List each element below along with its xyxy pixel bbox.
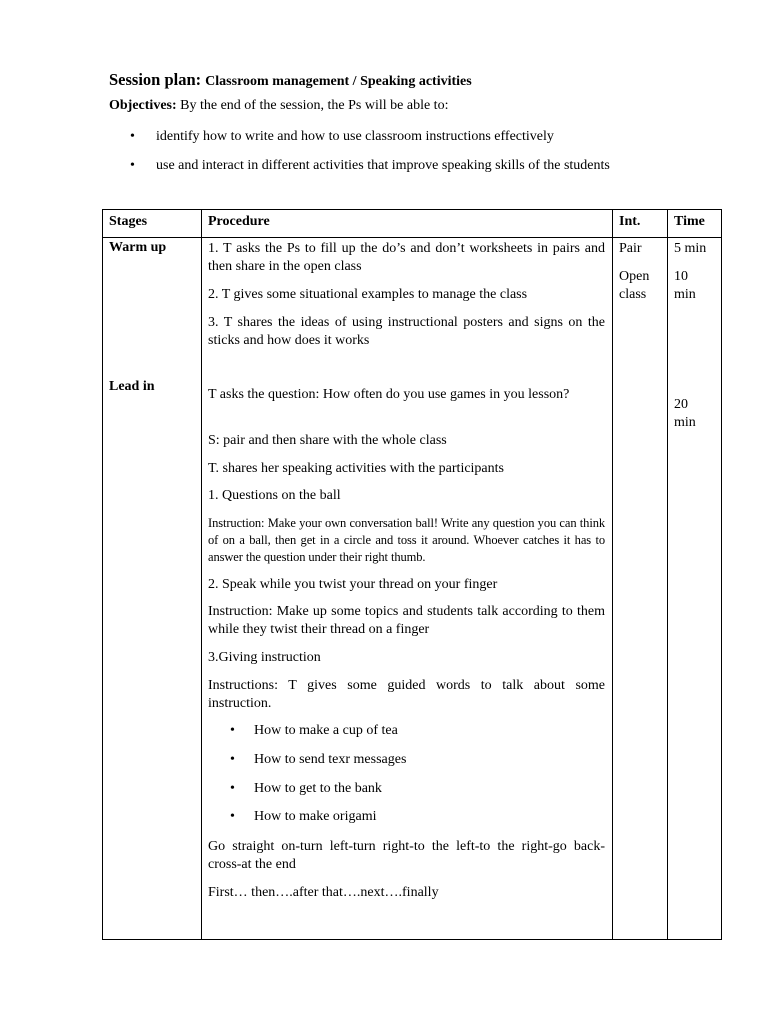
objectives-label: Objectives: xyxy=(109,98,177,113)
bullet-icon: • xyxy=(230,752,235,767)
objectives-line xyxy=(109,98,448,114)
stage-warm-up: Warm up xyxy=(109,240,167,255)
interaction-open: Open xyxy=(619,269,650,284)
stages-cell xyxy=(103,238,202,940)
stage-lead-in: Lead in xyxy=(109,379,155,394)
activity-instruction: Instruction: Make up some topics and students talk according to them while they twist their thread on a finger xyxy=(208,604,605,637)
interaction-class: class xyxy=(619,287,647,302)
sequence-words: First… then….after that….next….finally xyxy=(208,885,439,900)
procedure-step: T asks the question: How often do you use games in you lesson? xyxy=(208,387,570,402)
procedure-step: 2. T gives some situational examples to manage the class xyxy=(208,287,528,302)
session-plan-table xyxy=(102,209,722,940)
procedure-step: S: pair and then share with the whole class xyxy=(208,433,447,448)
time-cell xyxy=(668,238,722,940)
bullet-icon: • xyxy=(230,723,235,738)
bullet-icon: • xyxy=(130,158,135,173)
activity-instruction: Instruction: Make your own conversation ball! Write any question you can think of on a ball, then get in a circle and toss it around. Whoever catches it has to answer the question under their right thumb. xyxy=(208,516,605,564)
bullet-icon: • xyxy=(130,129,135,144)
table-row xyxy=(103,238,722,940)
activity-title: 2. Speak while you twist your thread on your finger xyxy=(208,577,498,592)
session-topic: Classroom management / Speaking activities xyxy=(205,74,472,89)
session-plan-label: Session plan: xyxy=(109,70,202,89)
time-unit: min xyxy=(674,287,696,302)
header-procedure: Procedure xyxy=(202,210,613,238)
activity-instruction: Instructions: T gives some guided words to talk about some instruction. xyxy=(208,678,605,711)
interaction-pair: Pair xyxy=(619,241,642,256)
time-value: 5 min xyxy=(674,241,707,256)
procedure-step: 3. T shares the ideas of using instructional posters and signs on the sticks and how does it works xyxy=(208,315,605,348)
objectives-text: By the end of the session, the Ps will be able to: xyxy=(180,98,449,113)
header-interaction: Int. xyxy=(613,210,668,238)
activity-title: 3.Giving instruction xyxy=(208,650,321,665)
session-title xyxy=(109,70,472,90)
header-time: Time xyxy=(668,210,722,238)
procedure-cell: 1. T asks the Ps to fill up the do’s and don’t worksheets in pairs and then share in the open class 2. T gives some situational examples to manage the class 3. T shares the ideas of using instructional posters and signs on the sticks and how does it works T asks the question: How often do you use games in you lesson? S: pair and then share with the whole class T. shares her speaking activities with the participants 1. Questions on the ball Instruction: Make your own conversation ball! Write any question you can think of on a ball, then get in a circle and toss it around. Whoever catches it has to answer the question under their right thumb. 2. Speak while you twist your thread on your finger Instruction: Make up some topics and students talk according to them while they twist their thread on a finger 3.Giving instruction Instructions: T gives some guided words to talk about some instruction. • How to make a cup of tea • How to send texr messages • How to get to the bank • How to make origami Go straight on-turn left-turn right-to the left-to the right-go back-cross-at the end First… then….after that….next….finally xyxy=(202,238,613,940)
activity-title: 1. Questions on the ball xyxy=(208,488,341,503)
procedure-step: T. shares her speaking activities with the participants xyxy=(208,461,504,476)
direction-words: Go straight on-turn left-turn right-to the left-to the right-go back-cross-at the end xyxy=(208,839,605,872)
procedure-step: 1. T asks the Ps to fill up the do’s and don’t worksheets in pairs and then share in the open class xyxy=(208,241,605,274)
bullet-icon: • xyxy=(230,781,235,796)
document-page: Session plan: Classroom management / Speaking activities Objectives: By the end of the session, the Ps will be able to: • identify how to write and how to use classroom instructions effectively • use and interact in different activities that improve speaking skills of the students Stages Procedure Int. Time Warm up Lead in 1. T asks the Ps to fill up the do’s and don’t worksheets in pairs and then share in the open class 2. T gives some situational examples to manage the class 3. T shares the ideas of using instructional posters and signs on the sticks and how does it works T asks the question: How often do you use games in you lesson? S: pair and then share with the whole class T. shares her speaking activities with the participants 1. Questions on the ball Instruction: Make your own conversation ball! Write any question you can think of on a ball, then get in a circle and toss it around. Whoever catches it has to answer the question under their right thumb. 2. Speak while you twist your thread on your finger Instruction: Make up some topics and students talk according to them while they twist their thread on a finger 3.Giving instruction Instructions: T gives some guided words to talk about some instruction. • How to make a cup of tea • How to send texr messages • How to get to the bank • How to make origami Go straight on-turn left-turn right-to the left-to the right-go back-cross-at the end First… then….after that….next….finally Pair Open class 5 min 10 min 20 min xyxy=(0,0,768,1024)
time-value: 20 xyxy=(674,397,688,412)
time-value: 10 xyxy=(674,269,688,284)
table-header-row xyxy=(103,210,722,238)
interaction-cell xyxy=(613,238,668,940)
time-unit: min xyxy=(674,415,696,430)
header-stages: Stages xyxy=(103,210,202,238)
bullet-icon: • xyxy=(230,809,235,824)
